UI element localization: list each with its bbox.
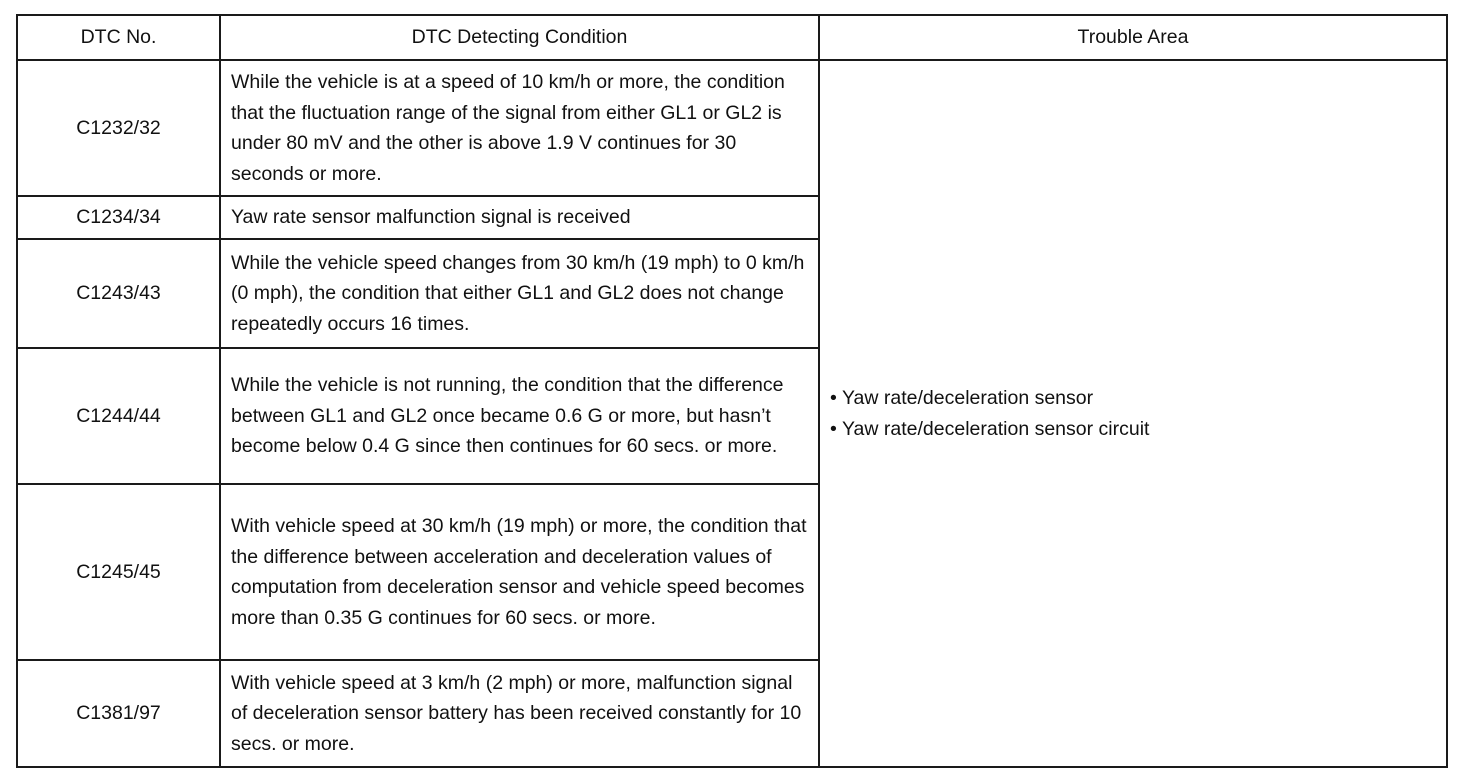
trouble-area-cell bbox=[819, 60, 1447, 767]
detecting-condition: While the vehicle is not running, the condition that the difference between GL1 and GL2 once became 0.6 G or more, but hasn’t become below 0.4 G since then continues for 60 secs. or more. bbox=[220, 348, 819, 484]
list-item bbox=[830, 414, 1446, 445]
dtc-code: C1381/97 bbox=[17, 660, 220, 767]
trouble-area-item: Yaw rate/deceleration sensor bbox=[842, 386, 1094, 409]
dtc-code: C1234/34 bbox=[17, 196, 220, 239]
dtc-table bbox=[16, 14, 1448, 768]
dtc-code: C1245/45 bbox=[17, 484, 220, 660]
header-detecting-condition: DTC Detecting Condition bbox=[220, 15, 819, 60]
table-row bbox=[17, 60, 1447, 196]
bullet-icon: • bbox=[830, 386, 837, 409]
header-row bbox=[17, 15, 1447, 60]
header-dtc-no: DTC No. bbox=[17, 15, 220, 60]
detecting-condition: With vehicle speed at 30 km/h (19 mph) or more, the condition that the difference between acceleration and deceleration values of computation from deceleration sensor and vehicle speed becomes more than 0.35 G continues for 60 secs. or more. bbox=[220, 484, 819, 660]
detecting-condition: While the vehicle speed changes from 30 km/h (19 mph) to 0 km/h (0 mph), the condition that either GL1 and GL2 does not change repeatedly occurs 16 times. bbox=[220, 239, 819, 348]
header-trouble-area: Trouble Area bbox=[819, 15, 1447, 60]
trouble-area-item: Yaw rate/deceleration sensor circuit bbox=[842, 417, 1150, 440]
detecting-condition: While the vehicle is at a speed of 10 km/h or more, the condition that the fluctuation range of the signal from either GL1 or GL2 is under 80 mV and the other is above 1.9 V continues for 30 seconds or more. bbox=[220, 60, 819, 196]
trouble-area-list bbox=[830, 383, 1446, 445]
dtc-code: C1243/43 bbox=[17, 239, 220, 348]
detecting-condition: With vehicle speed at 3 km/h (2 mph) or more, malfunction signal of deceleration sensor battery has been received constantly for 10 secs. or more. bbox=[220, 660, 819, 767]
dtc-code: C1232/32 bbox=[17, 60, 220, 196]
dtc-code: C1244/44 bbox=[17, 348, 220, 484]
list-item bbox=[830, 383, 1446, 414]
detecting-condition: Yaw rate sensor malfunction signal is received bbox=[220, 196, 819, 239]
bullet-icon: • bbox=[830, 417, 837, 440]
